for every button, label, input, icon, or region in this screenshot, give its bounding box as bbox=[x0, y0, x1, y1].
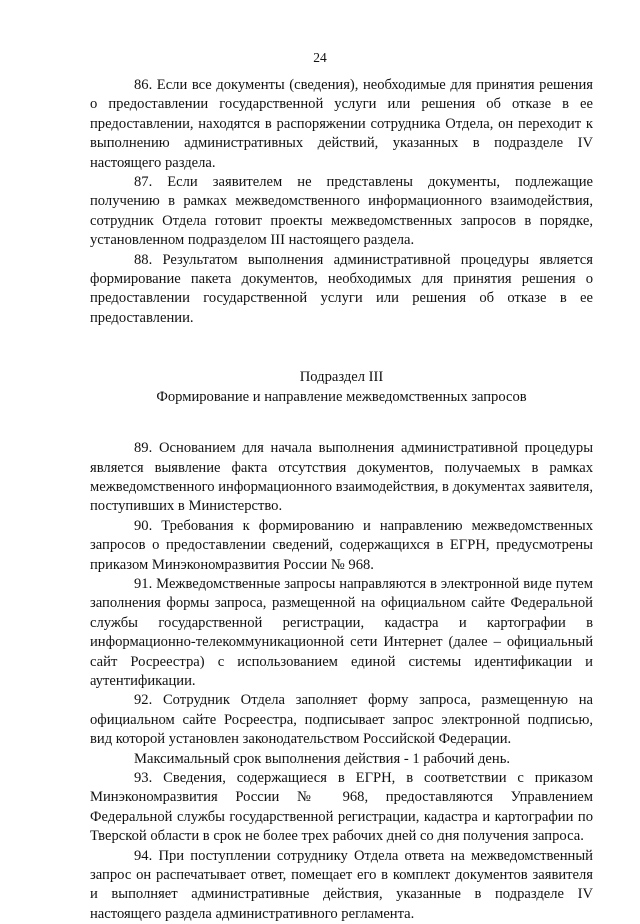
section-subtitle: Формирование и направление межведомственных запросов bbox=[156, 388, 527, 405]
document-body bbox=[90, 76, 593, 924]
paragraph-87: 87. Если заявителем не представлены документы, подлежащие получению в рамках межведомственного информационного взаимодействия, сотрудник Отдела готовит проекты межведомственных запросов в порядке, установленном подразделом III настоящего раздела. bbox=[90, 174, 593, 249]
section-heading bbox=[90, 368, 593, 407]
paragraph-92: 92. Сотрудник Отдела заполняет форму запроса, размещенную на официальном сайте Росреестра, подписывает запрос электронной подписью, вид которой установлен законодательством Российской Федерации. bbox=[90, 692, 593, 748]
paragraph-89: 89. Основанием для начала выполнения административной процедуры является выявление факта отсутствия документов, получаемых в рамках межведомственного информационного взаимодействия, в документах заявителя, поступивших в Министерство. bbox=[90, 440, 593, 515]
paragraph-90: 90. Требования к формированию и направлению межведомственных запросов о предоставлении сведений, содержащихся в ЕГРН, предусмотрены приказом Минэкономразвития России № 968. bbox=[90, 517, 593, 573]
paragraph-86: 86. Если все документы (сведения), необходимые для принятия решения о предоставлении государственной услуги или решения об отказе в ее предоставлении, находятся в распоряжении сотрудника Отдела, он переходит к выполнению административных действий, указанных в подразделе IV настоящего раздела. bbox=[90, 77, 593, 171]
paragraph-deadline: Максимальный срок выполнения действия - 1 рабочий день. bbox=[134, 750, 511, 767]
paragraph-91: 91. Межведомственные запросы направляются в электронной виде путем заполнения формы запроса, размещенной на официальном сайте Федеральной службы государственной регистрации, кадастра и картографии в информационно-телекоммуникационной сети Интернет (далее – официальный сайт Росреестра) с использованием единой системы идентификации и аутентификации. bbox=[90, 575, 593, 689]
paragraph-88: 88. Результатом выполнения административной процедуры является формирование пакета документов, необходимых для принятия решения о предоставлении государственной услуги или решения об отказе в ее предоставлении. bbox=[90, 251, 593, 326]
paragraph-94: 94. При поступлении сотруднику Отдела ответа на межведомственный запрос он распечатывает ответ, помещает его в комплект документов заявителя и выполняет административные действия, указанные в подразделе IV настоящего раздела административного регламента. bbox=[90, 847, 593, 922]
page-number: 24 bbox=[313, 50, 327, 65]
paragraph-93: 93. Сведения, содержащиеся в ЕГРН, в соответствии с приказом Минэкономразвития России № 968, предоставляются Управлением Федеральной службы государственной регистрации, кадастра и картографии по Тверской области в срок не более трех рабочих дней со дня получения запроса. bbox=[90, 770, 593, 845]
section-title: Подраздел III bbox=[299, 369, 384, 386]
